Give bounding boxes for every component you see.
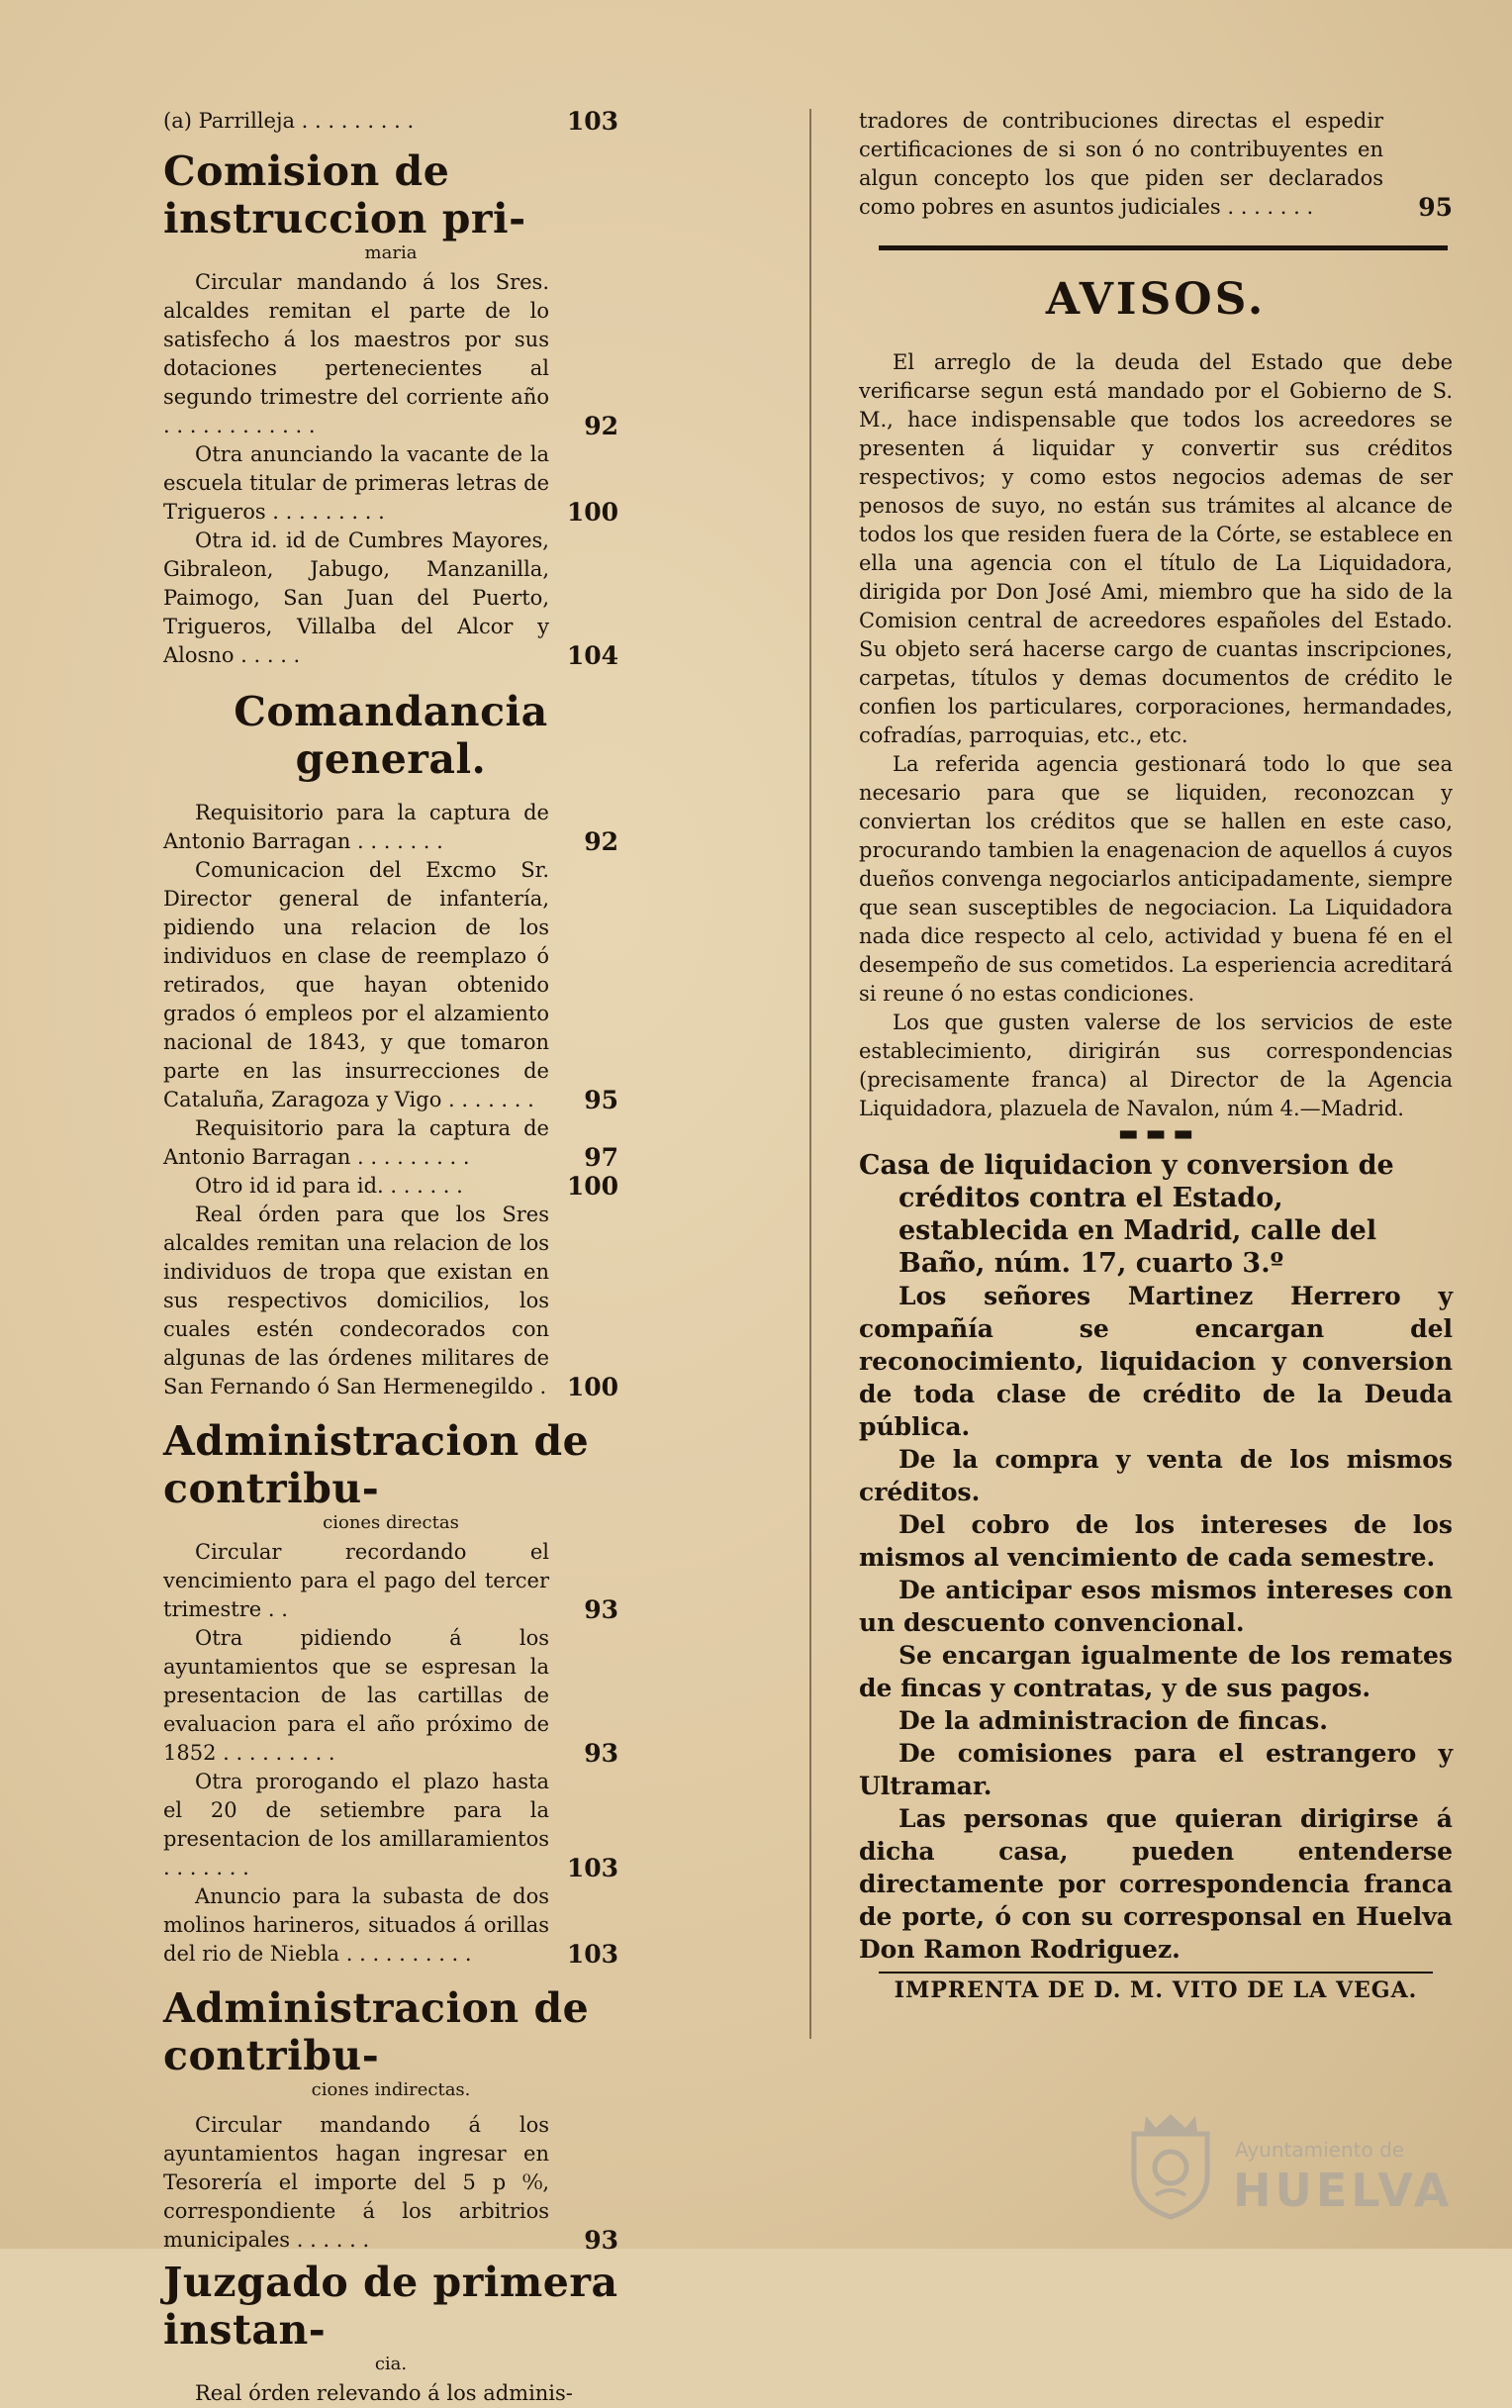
page-number: 93 [584,1739,618,1768]
advert-paragraph: De comisiones para el estrangero y Ultramar. [859,1739,1453,1800]
index-entry [163,1768,618,1882]
page-number: 103 [566,107,618,136]
section-subtitle: cia. [374,2354,408,2374]
advert-title: Casa de liquidacion y conversion de créditos contra el Estado, establecida en Madrid, calle del Baño, núm. 17, cuarto 3.º [859,1150,1394,1279]
entry-text: Otra anunciando la vacante de la escuela titular de primeras letras de Trigueros . . . . . . . . . [163,442,549,524]
section-subtitle: maria [364,242,418,263]
index-entry [163,799,618,856]
entry-text: Requisitorio para la captura de Antonio Barragan . . . . . . . . . [163,1116,549,1169]
advert-paragraph: De anticipar esos mismos intereses con un descuento convencional. [859,1576,1453,1637]
section-title: Administracion de contribu- [163,1417,590,1512]
index-entry [163,527,618,670]
entry-text: Comunicacion del Excmo Sr. Director general de infantería, pidiendo una relacion de los individuos en clase de reemplazo ó retirados, que hayan obtenido grados ó empleos por el alzamiento nacional de 1843, y que tomaron parte en las insurrecciones de Cataluña, Zaragoza y Vigo . . . . . . . [163,858,549,1111]
page-number: 100 [566,498,618,527]
entry-text: Real órden para que los Sres alcaldes remitan una relacion de los individuos de tropa que existan en sus respectivos domicilios, los cuales estén condecorados con algunas de las órdenes militares de San Fernando ó San Hermenegildo . [163,1203,549,1398]
section-title: Comandancia general. [234,688,548,783]
watermark-line1: Ayuntamiento de [1235,2138,1405,2162]
entry-text: Otra pidiendo á los ayuntamientos que se espresan la presentacion de las cartillas de evaluacion para el año próximo de 1852 . . . . . . . . . [163,1626,549,1765]
notice-paragraph: El arreglo de la deuda del Estado que debe verificarse segun está mandado por el Gobierno de S. M., hace indispensable que todos los acreedores se presenten á liquidar y convertir sus créditos respectivos; y como estos negocios ademas de ser penosos de suyo, no están sus trámites al alcance de todos los que residen fuera de la Córte, se establece en ella una agencia con el título de La Liquidadora, dirigida por Don José Ami, miembro que ha sido de la Comision central de acreedores españoles del Estado. Su objeto será hacerse cargo de cuantas inscripciones, carpetas, títulos y demas documentos de crédito le confien los particulares, corporaciones, hermandades, cofradías, parroquias, etc., etc. [859,350,1453,747]
advert-paragraph: De la compra y venta de los mismos créditos. [859,1445,1453,1506]
left-column [163,107,618,2408]
index-entry [163,440,618,527]
section-subtitle: ciones directas [323,1512,459,1533]
advert-paragraph: Los señores Martinez Herrero y compañía se encargan del reconocimiento, liquidacion y conversion de toda clase de crédito de la Deuda pública. [859,1282,1453,1441]
column-divider [809,109,811,2039]
avisos-title: AVISOS. [1045,274,1267,325]
notice-paragraph: La referida agencia gestionará todo lo que sea necesario para que se liquiden, reconozcan y conviertan los créditos que se hallen en este caso, procurando tambien la enagenacion de aquellos á cuyos dueños convenga negociarlos anticipadamente, siempre que sean susceptibles de negociacion. La Liquidadora nada dice respecto al celo, actividad y buena fé en el desempeño de sus cometidos. La esperiencia acreditará si reune ó no estas condiciones. [859,752,1453,1006]
page-number: 103 [566,1854,618,1882]
index-entry [163,1538,618,1624]
section-title: Juzgado de primera instan- [163,2259,618,2354]
index-entry [163,107,618,136]
entry-text: Circular mandando á los Sres. alcaldes remitan el parte de lo satisfecho á los maestros por sus dotaciones pertenecientes al segundo trimestre del corriente año . . . . . . . . . . . . [163,270,549,437]
entry-text: Requisitorio para la captura de Antonio Barragan . . . . . . . [163,801,549,853]
page-number: 95 [584,1086,618,1114]
entry-text: Circular mandando á los ayuntamientos hagan ingresar en Tesorería el importe del 5 p ⁰⁄₀, correspondiente á los arbitrios municipales . . . . . . [163,2113,549,2252]
advert-paragraph: Del cobro de los intereses de los mismos al vencimiento de cada semestre. [859,1510,1453,1572]
index-entry [163,2379,618,2408]
entry-text: Anuncio para la subasta de dos molinos harineros, situados á orillas del rio de Niebla . . . . . . . . . . [163,1884,549,1966]
section-title: Comision de instruccion pri- [163,147,526,242]
section-title: Administracion de contribu- [163,1984,590,2079]
page-number: 93 [584,2226,618,2255]
advert-paragraph: De la administracion de fincas. [898,1706,1328,1735]
ornament-divider: ▬ ▬ ▬ [1117,1121,1194,1146]
coat-of-arms-icon [1116,2106,1225,2220]
page-number: 92 [584,412,618,440]
index-entry [163,2111,618,2255]
right-column [859,107,1453,2003]
watermark-line2: HUELVA [1233,2164,1454,2217]
printer-imprint: IMPRENTA DE D. M. VITO DE LA VEGA. [894,1977,1418,2003]
archive-watermark [1116,2106,1454,2220]
index-entry [163,1201,618,1401]
section-subtitle: ciones indirectas. [311,2079,471,2100]
entry-text: Circular recordando el vencimiento para el pago del tercer trimestre . . [163,1540,549,1621]
index-entry [163,1882,618,1969]
page-number: 104 [566,641,618,670]
page-number: 92 [584,827,618,856]
page-number: 95 [1418,193,1453,222]
index-entry [163,268,618,440]
page-number: 103 [566,1940,618,1969]
index-entry [163,856,618,1114]
entry-text: Real órden relevando á los adminis- [195,2381,573,2405]
entry-text: Otra prorogando el plazo hasta el 20 de setiembre para la presentacion de los amillaramientos . . . . . . . [163,1770,549,1879]
notice-paragraph: Los que gusten valerse de los servicios de este establecimiento, dirigirán sus correspondencias (precisamente franca) al Director de la Agencia Liquidadora, plazuela de Navalon, núm 4.—Madrid. [859,1011,1453,1120]
index-entry [163,1624,618,1768]
page-number: 93 [584,1595,618,1624]
advert-paragraph: Se encargan igualmente de los remates de fincas y contratas, y de sus pagos. [859,1641,1453,1702]
page-number: 100 [566,1172,618,1201]
entry-text: Otra id. id de Cumbres Mayores, Gibraleon, Jabugo, Manzanilla, Paimogo, San Juan del Puerto, Trigueros, Villalba del Alcor y Alosno . . . . . [163,529,549,667]
index-entry [163,1172,618,1201]
advert-paragraph: Las personas que quieran dirigirse á dicha casa, pueden entenderse directamente por correspondencia franca de porte, ó con su corresponsal en Huelva Don Ramon Rodriguez. [859,1804,1453,1964]
index-entry [163,1114,618,1172]
footer-rule [879,1972,1433,1974]
page-number: 97 [584,1143,618,1172]
entry-text: Otro id id para id. . . . . . . [195,1174,463,1198]
entry-text: (a) Parrilleja . . . . . . . . . [163,109,415,133]
section-rule [879,245,1448,250]
page-number: 100 [566,1373,618,1401]
entry-text: tradores de contribuciones directas el espedir certificaciones de si son ó no contribuyentes en algun concepto los que piden ser declarados como pobres en asuntos judiciales . . . . . . . [859,109,1383,219]
index-entry [859,107,1453,222]
